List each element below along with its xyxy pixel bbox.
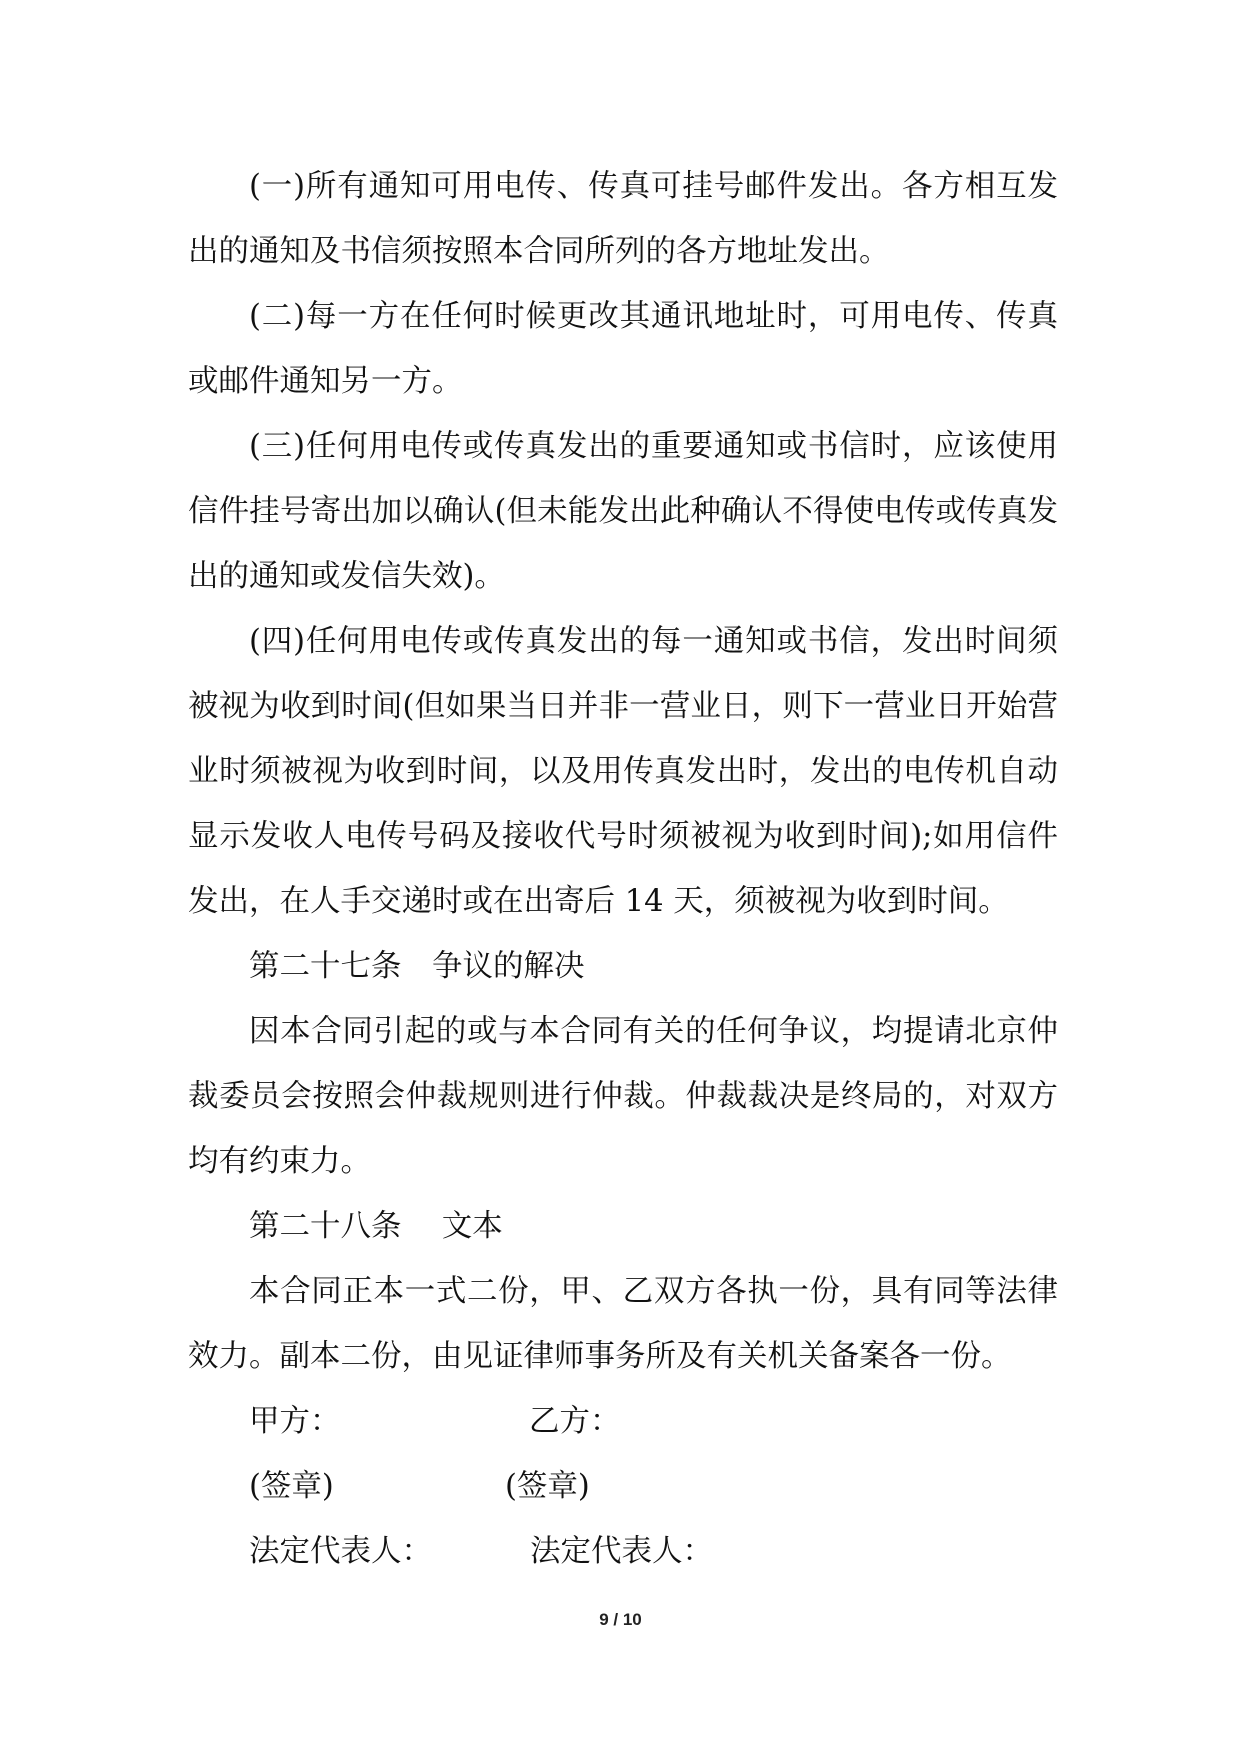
signature-party-row	[188, 1389, 1058, 1454]
article-28-body: 本合同正本一式二份，甲、乙双方各执一份，具有同等法律效力。副本二份，由见证律师事务所及有关机关备案各一份。	[188, 1274, 1058, 1374]
page-number: 9 / 10	[599, 1610, 642, 1629]
document-body	[188, 154, 1058, 1584]
notice-clause-4: (四)任何用电传或传真发出的每一通知或书信，发出时间须被视为收到时间(但如果当日并非一营业日，则下一营业日开始营业时须被视为收到时间，以及用传真发出时，发出的电传机自动显示发收人电传号码及接收代号时须被视为收到时间);如用信件发出，在人手交递时或在出寄后 14 天，须被视为收到时间。	[188, 624, 1058, 919]
notice-clause-3: (三)任何用电传或传真发出的重要通知或书信时，应该使用信件挂号寄出加以确认(但未能发出此种确认不得使电传或传真发出的通知或发信失效)。	[188, 429, 1058, 594]
party-a-representative: 法定代表人：	[249, 1534, 432, 1569]
party-b-seal: (签章)	[505, 1469, 590, 1504]
party-a-seal: (签章)	[249, 1469, 334, 1504]
article-27-heading: 第二十七条 争议的解决	[249, 949, 585, 984]
signature-representative-row	[188, 1519, 1058, 1584]
party-b-representative: 法定代表人：	[530, 1534, 713, 1569]
notice-clause-1: (一)所有通知可用电传、传真可挂号邮件发出。各方相互发出的通知及书信须按照本合同所列的各方地址发出。	[188, 169, 1058, 269]
article-28-heading: 第二十八条 文本	[249, 1209, 503, 1244]
party-b-label: 乙方：	[529, 1404, 621, 1439]
article-27-body: 因本合同引起的或与本合同有关的任何争议，均提请北京仲裁委员会按照会仲裁规则进行仲裁。仲裁裁决是终局的，对双方均有约束力。	[188, 1014, 1058, 1179]
signature-seal-row	[188, 1454, 1058, 1519]
party-a-label: 甲方：	[249, 1404, 341, 1439]
notice-clause-2: (二)每一方在任何时候更改其通讯地址时，可用电传、传真或邮件通知另一方。	[188, 299, 1058, 399]
